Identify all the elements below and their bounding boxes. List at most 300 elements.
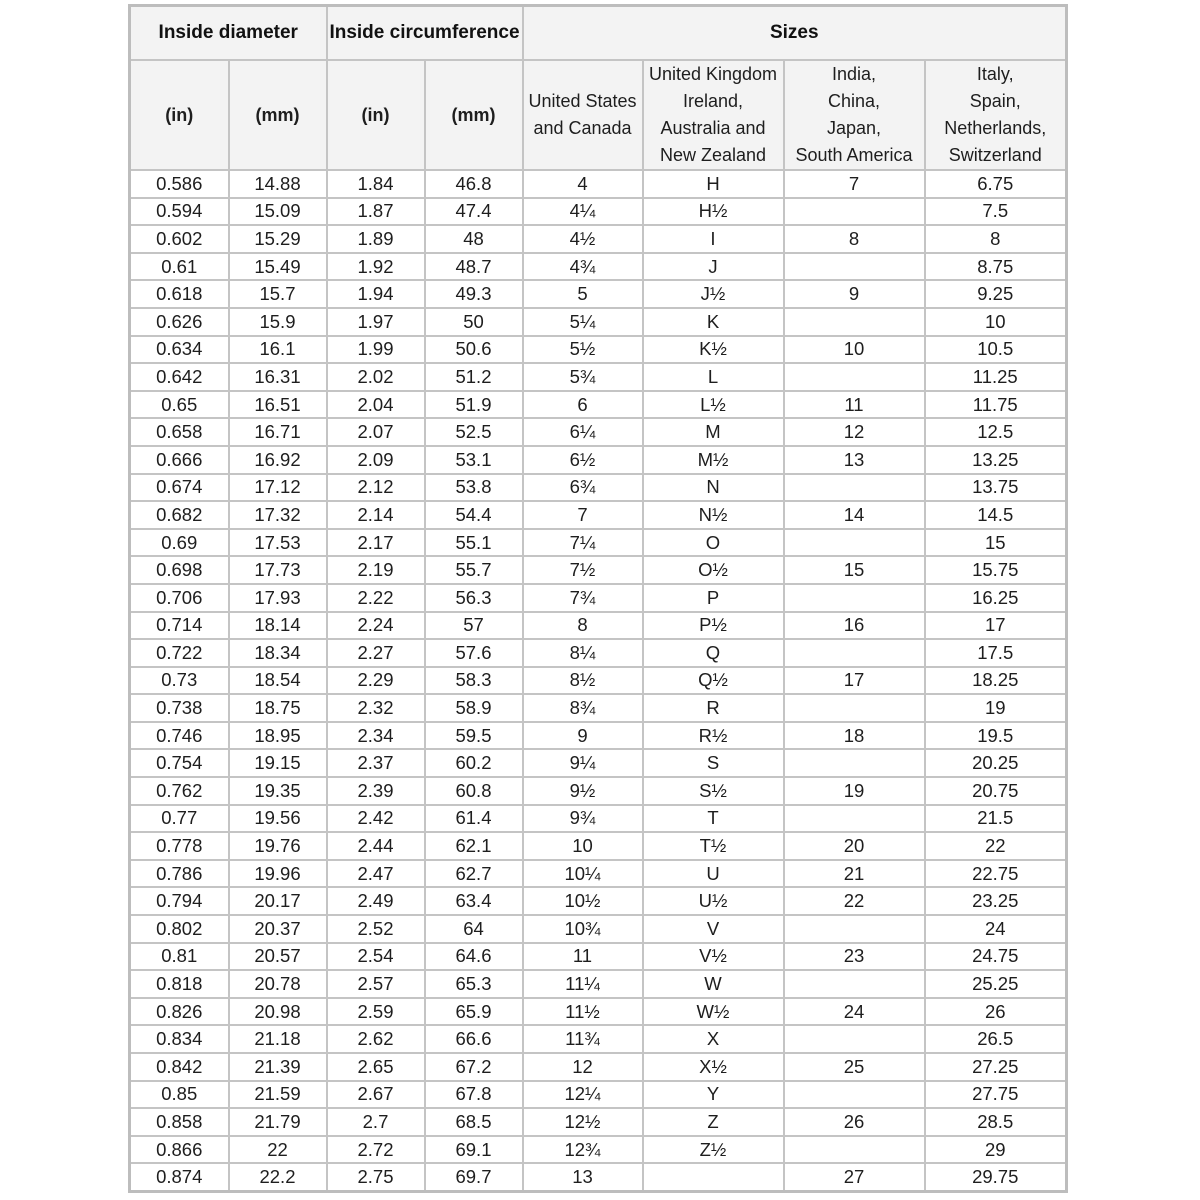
us-canada-size-cell: 11½ [523,998,643,1026]
india-china-japan-size-cell [784,749,925,777]
india-china-japan-size-cell [784,694,925,722]
india-china-japan-size-cell: 18 [784,722,925,750]
table-row [130,1053,1067,1081]
europe-size-cell: 29.75 [925,1163,1067,1191]
us-canada-size-cell: 8½ [523,667,643,695]
table-row [130,556,1067,584]
circumference-in-cell: 2.62 [327,1025,425,1053]
table-row [130,391,1067,419]
diameter-mm-cell: 19.56 [229,805,327,833]
europe-size-cell: 22.75 [925,860,1067,888]
table-row [130,418,1067,446]
diameter-in-cell: 0.874 [130,1163,229,1191]
table-row [130,501,1067,529]
diameter-mm-cell: 18.95 [229,722,327,750]
diameter-in-cell: 0.77 [130,805,229,833]
diameter-in-cell: 0.698 [130,556,229,584]
us-canada-size-cell: 4¾ [523,253,643,281]
india-china-japan-size-cell: 26 [784,1108,925,1136]
india-china-japan-size-cell [784,529,925,557]
inside-diameter-header: Inside diameter [130,6,327,61]
table-row [130,474,1067,502]
europe-size-cell: 19.5 [925,722,1067,750]
circumference-mm-cell: 69.7 [425,1163,523,1191]
diameter-in-cell: 0.61 [130,253,229,281]
circumference-in-cell: 2.24 [327,612,425,640]
us-canada-size-cell: 5¾ [523,363,643,391]
us-canada-size-cell: 7 [523,501,643,529]
uk-size-cell: H [643,170,784,198]
india-china-japan-size-cell [784,915,925,943]
us-canada-size-cell: 9¾ [523,805,643,833]
circumference-mm-cell: 65.3 [425,970,523,998]
diameter-in-cell: 0.658 [130,418,229,446]
table-row [130,887,1067,915]
region-header-uk-ireland-australia-nz [643,60,784,170]
diameter-mm-header: (mm) [229,60,327,170]
circumference-in-cell: 1.97 [327,308,425,336]
table-row [130,1081,1067,1109]
europe-size-cell: 16.25 [925,584,1067,612]
region-header-line: Australia and [660,118,766,138]
uk-size-cell: S [643,749,784,777]
uk-size-cell: R [643,694,784,722]
diameter-in-cell: 0.618 [130,280,229,308]
europe-size-cell: 21.5 [925,805,1067,833]
circumference-mm-cell: 57.6 [425,639,523,667]
table-row [130,584,1067,612]
circumference-mm-cell: 58.3 [425,667,523,695]
uk-size-cell: V½ [643,943,784,971]
region-header-line: and Canada [533,118,632,138]
uk-size-cell: W½ [643,998,784,1026]
us-canada-size-cell: 10¾ [523,915,643,943]
diameter-mm-cell: 20.17 [229,887,327,915]
us-canada-size-cell: 6¼ [523,418,643,446]
us-canada-size-cell: 6 [523,391,643,419]
india-china-japan-size-cell: 8 [784,225,925,253]
circumference-mm-cell: 57 [425,612,523,640]
us-canada-size-cell: 10¼ [523,860,643,888]
europe-size-cell: 11.75 [925,391,1067,419]
india-china-japan-size-cell [784,805,925,833]
diameter-in-cell: 0.682 [130,501,229,529]
region-header-line: Ireland, [682,91,744,111]
us-canada-size-cell: 13 [523,1163,643,1191]
circumference-mm-cell: 48.7 [425,253,523,281]
diameter-mm-cell: 15.49 [229,253,327,281]
diameter-in-cell: 0.802 [130,915,229,943]
table-row [130,998,1067,1026]
uk-size-cell: M½ [643,446,784,474]
diameter-mm-cell: 22 [229,1136,327,1164]
table-row [130,805,1067,833]
diameter-in-cell: 0.746 [130,722,229,750]
diameter-in-cell: 0.594 [130,198,229,226]
us-canada-size-cell: 7¼ [523,529,643,557]
diameter-mm-cell: 18.54 [229,667,327,695]
uk-size-cell: U½ [643,887,784,915]
sizes-header: Sizes [523,6,1067,61]
india-china-japan-size-cell: 25 [784,1053,925,1081]
diameter-mm-cell: 20.37 [229,915,327,943]
circumference-in-cell: 2.54 [327,943,425,971]
circumference-in-header: (in) [327,60,425,170]
europe-size-cell: 13.25 [925,446,1067,474]
diameter-mm-cell: 16.51 [229,391,327,419]
europe-size-cell: 15 [925,529,1067,557]
table-row [130,1163,1067,1191]
circumference-in-cell: 2.32 [327,694,425,722]
india-china-japan-size-cell [784,198,925,226]
circumference-in-cell: 2.07 [327,418,425,446]
circumference-mm-cell: 49.3 [425,280,523,308]
europe-size-cell: 22 [925,832,1067,860]
india-china-japan-size-cell: 7 [784,170,925,198]
uk-size-cell: I [643,225,784,253]
india-china-japan-size-cell [784,253,925,281]
uk-size-cell: K½ [643,336,784,364]
circumference-mm-cell: 54.4 [425,501,523,529]
diameter-mm-cell: 15.29 [229,225,327,253]
uk-size-cell: P [643,584,784,612]
europe-size-cell: 29 [925,1136,1067,1164]
table-body [130,170,1067,1191]
table-row [130,280,1067,308]
us-canada-size-cell: 10½ [523,887,643,915]
circumference-in-cell: 2.29 [327,667,425,695]
circumference-mm-cell: 56.3 [425,584,523,612]
europe-size-cell: 25.25 [925,970,1067,998]
uk-size-cell: W [643,970,784,998]
us-canada-size-cell: 5½ [523,336,643,364]
circumference-in-cell: 2.67 [327,1081,425,1109]
circumference-mm-cell: 51.2 [425,363,523,391]
europe-size-cell: 19 [925,694,1067,722]
us-canada-size-cell: 4¼ [523,198,643,226]
region-header-line: India, [831,64,877,84]
diameter-mm-cell: 17.73 [229,556,327,584]
us-canada-size-cell: 12½ [523,1108,643,1136]
region-header-line: China, [827,91,881,111]
india-china-japan-size-cell [784,584,925,612]
diameter-in-cell: 0.778 [130,832,229,860]
table-row [130,943,1067,971]
diameter-in-cell: 0.666 [130,446,229,474]
table-row [130,1108,1067,1136]
diameter-mm-cell: 19.96 [229,860,327,888]
uk-size-cell: O½ [643,556,784,584]
india-china-japan-size-cell: 24 [784,998,925,1026]
us-canada-size-cell: 8¼ [523,639,643,667]
table-row [130,363,1067,391]
india-china-japan-size-cell [784,970,925,998]
circumference-in-cell: 2.39 [327,777,425,805]
diameter-in-cell: 0.762 [130,777,229,805]
circumference-mm-cell: 65.9 [425,998,523,1026]
circumference-mm-cell: 52.5 [425,418,523,446]
india-china-japan-size-cell: 13 [784,446,925,474]
diameter-mm-cell: 16.71 [229,418,327,446]
india-china-japan-size-cell: 11 [784,391,925,419]
table-row [130,612,1067,640]
us-canada-size-cell: 9¼ [523,749,643,777]
circumference-in-cell: 2.14 [327,501,425,529]
us-canada-size-cell: 4 [523,170,643,198]
uk-size-cell: O [643,529,784,557]
diameter-mm-cell: 21.39 [229,1053,327,1081]
europe-size-cell: 28.5 [925,1108,1067,1136]
diameter-in-cell: 0.786 [130,860,229,888]
europe-size-cell: 10 [925,308,1067,336]
europe-size-cell: 26 [925,998,1067,1026]
europe-size-cell: 8 [925,225,1067,253]
europe-size-cell: 17.5 [925,639,1067,667]
region-header-italy-spain-netherlands-switzerland [925,60,1067,170]
us-canada-size-cell: 5 [523,280,643,308]
circumference-mm-cell: 66.6 [425,1025,523,1053]
circumference-mm-cell: 53.8 [425,474,523,502]
circumference-mm-cell: 67.8 [425,1081,523,1109]
region-header-us-canada [523,60,643,170]
diameter-mm-cell: 20.98 [229,998,327,1026]
diameter-in-cell: 0.738 [130,694,229,722]
circumference-mm-cell: 50.6 [425,336,523,364]
europe-size-cell: 9.25 [925,280,1067,308]
diameter-mm-cell: 15.7 [229,280,327,308]
india-china-japan-size-cell [784,1025,925,1053]
uk-size-cell: L [643,363,784,391]
circumference-in-cell: 2.42 [327,805,425,833]
india-china-japan-size-cell: 12 [784,418,925,446]
diameter-mm-cell: 15.9 [229,308,327,336]
diameter-in-cell: 0.602 [130,225,229,253]
us-canada-size-cell: 6¾ [523,474,643,502]
diameter-in-cell: 0.69 [130,529,229,557]
europe-size-cell: 20.25 [925,749,1067,777]
us-canada-size-cell: 7¾ [523,584,643,612]
circumference-in-cell: 2.44 [327,832,425,860]
europe-size-cell: 12.5 [925,418,1067,446]
diameter-in-cell: 0.858 [130,1108,229,1136]
diameter-mm-cell: 17.93 [229,584,327,612]
circumference-mm-cell: 47.4 [425,198,523,226]
india-china-japan-size-cell: 22 [784,887,925,915]
circumference-mm-cell: 63.4 [425,887,523,915]
circumference-in-cell: 2.72 [327,1136,425,1164]
europe-size-cell: 13.75 [925,474,1067,502]
circumference-mm-cell: 64.6 [425,943,523,971]
diameter-in-cell: 0.866 [130,1136,229,1164]
europe-size-cell: 11.25 [925,363,1067,391]
header-subcolumn-row [130,60,1067,170]
india-china-japan-size-cell [784,1081,925,1109]
table-row [130,446,1067,474]
us-canada-size-cell: 7½ [523,556,643,584]
uk-size-cell: H½ [643,198,784,226]
uk-size-cell: P½ [643,612,784,640]
uk-size-cell: S½ [643,777,784,805]
europe-size-cell: 10.5 [925,336,1067,364]
uk-size-cell: J [643,253,784,281]
diameter-in-cell: 0.65 [130,391,229,419]
india-china-japan-size-cell [784,639,925,667]
inside-circumference-header: Inside circumference [327,6,523,61]
diameter-mm-cell: 21.59 [229,1081,327,1109]
table-row [130,253,1067,281]
table-row [130,749,1067,777]
europe-size-cell: 27.75 [925,1081,1067,1109]
europe-size-cell: 24.75 [925,943,1067,971]
circumference-mm-cell: 60.2 [425,749,523,777]
uk-size-cell: X [643,1025,784,1053]
diameter-mm-cell: 18.14 [229,612,327,640]
circumference-in-cell: 2.27 [327,639,425,667]
india-china-japan-size-cell [784,308,925,336]
us-canada-size-cell: 9 [523,722,643,750]
circumference-in-cell: 2.34 [327,722,425,750]
table-row [130,667,1067,695]
diameter-in-cell: 0.642 [130,363,229,391]
us-canada-size-cell: 12¼ [523,1081,643,1109]
india-china-japan-size-cell: 9 [784,280,925,308]
region-header-line: United States [528,91,637,111]
ring-size-table [128,4,1068,1193]
india-china-japan-size-cell [784,363,925,391]
table-row [130,860,1067,888]
uk-size-cell: K [643,308,784,336]
circumference-in-cell: 1.87 [327,198,425,226]
us-canada-size-cell: 12 [523,1053,643,1081]
diameter-in-cell: 0.81 [130,943,229,971]
us-canada-size-cell: 11¼ [523,970,643,998]
circumference-in-cell: 2.47 [327,860,425,888]
circumference-mm-cell: 48 [425,225,523,253]
circumference-mm-cell: 53.1 [425,446,523,474]
diameter-mm-cell: 19.15 [229,749,327,777]
europe-size-cell: 6.75 [925,170,1067,198]
circumference-in-cell: 2.09 [327,446,425,474]
europe-size-cell: 8.75 [925,253,1067,281]
circumference-mm-header: (mm) [425,60,523,170]
circumference-in-cell: 2.49 [327,887,425,915]
india-china-japan-size-cell: 27 [784,1163,925,1191]
diameter-in-cell: 0.73 [130,667,229,695]
us-canada-size-cell: 5¼ [523,308,643,336]
circumference-in-cell: 2.37 [327,749,425,777]
table-row [130,225,1067,253]
circumference-in-cell: 2.7 [327,1108,425,1136]
circumference-mm-cell: 59.5 [425,722,523,750]
uk-size-cell: T [643,805,784,833]
diameter-in-cell: 0.834 [130,1025,229,1053]
region-header-line: Japan, [826,118,882,138]
circumference-mm-cell: 55.7 [425,556,523,584]
table-row [130,970,1067,998]
circumference-mm-cell: 58.9 [425,694,523,722]
europe-size-cell: 15.75 [925,556,1067,584]
us-canada-size-cell: 10 [523,832,643,860]
diameter-mm-cell: 20.57 [229,943,327,971]
circumference-in-cell: 2.12 [327,474,425,502]
circumference-in-cell: 2.57 [327,970,425,998]
table-row [130,694,1067,722]
uk-size-cell [643,1163,784,1191]
us-canada-size-cell: 6½ [523,446,643,474]
circumference-mm-cell: 55.1 [425,529,523,557]
table-row [130,639,1067,667]
circumference-in-cell: 1.99 [327,336,425,364]
diameter-in-cell: 0.826 [130,998,229,1026]
us-canada-size-cell: 11¾ [523,1025,643,1053]
india-china-japan-size-cell: 17 [784,667,925,695]
diameter-in-cell: 0.626 [130,308,229,336]
diameter-mm-cell: 17.12 [229,474,327,502]
india-china-japan-size-cell: 10 [784,336,925,364]
uk-size-cell: Q½ [643,667,784,695]
table-row [130,1025,1067,1053]
circumference-mm-cell: 64 [425,915,523,943]
diameter-in-cell: 0.85 [130,1081,229,1109]
europe-size-cell: 18.25 [925,667,1067,695]
uk-size-cell: X½ [643,1053,784,1081]
diameter-mm-cell: 18.34 [229,639,327,667]
table-row [130,198,1067,226]
india-china-japan-size-cell: 20 [784,832,925,860]
diameter-in-cell: 0.754 [130,749,229,777]
diameter-mm-cell: 14.88 [229,170,327,198]
circumference-in-cell: 1.92 [327,253,425,281]
diameter-mm-cell: 16.1 [229,336,327,364]
diameter-mm-cell: 21.79 [229,1108,327,1136]
us-canada-size-cell: 11 [523,943,643,971]
table-row [130,832,1067,860]
region-header-line: Netherlands, [944,118,1047,138]
us-canada-size-cell: 8 [523,612,643,640]
region-header-line: Italy, [976,64,1014,84]
circumference-mm-cell: 50 [425,308,523,336]
circumference-mm-cell: 68.5 [425,1108,523,1136]
table-row [130,722,1067,750]
uk-size-cell: Z½ [643,1136,784,1164]
region-header-line: United Kingdom [648,64,778,84]
india-china-japan-size-cell [784,474,925,502]
table-row [130,777,1067,805]
diameter-mm-cell: 16.31 [229,363,327,391]
india-china-japan-size-cell: 19 [784,777,925,805]
circumference-in-cell: 2.65 [327,1053,425,1081]
table-row [130,1136,1067,1164]
diameter-in-cell: 0.722 [130,639,229,667]
diameter-mm-cell: 21.18 [229,1025,327,1053]
uk-size-cell: J½ [643,280,784,308]
india-china-japan-size-cell: 15 [784,556,925,584]
uk-size-cell: L½ [643,391,784,419]
india-china-japan-size-cell: 14 [784,501,925,529]
uk-size-cell: T½ [643,832,784,860]
table-row [130,308,1067,336]
circumference-in-cell: 2.59 [327,998,425,1026]
diameter-mm-cell: 18.75 [229,694,327,722]
europe-size-cell: 23.25 [925,887,1067,915]
diameter-in-cell: 0.674 [130,474,229,502]
diameter-mm-cell: 15.09 [229,198,327,226]
header-group-row [130,6,1067,61]
circumference-in-cell: 1.84 [327,170,425,198]
europe-size-cell: 26.5 [925,1025,1067,1053]
circumference-in-cell: 2.52 [327,915,425,943]
circumference-in-cell: 1.89 [327,225,425,253]
